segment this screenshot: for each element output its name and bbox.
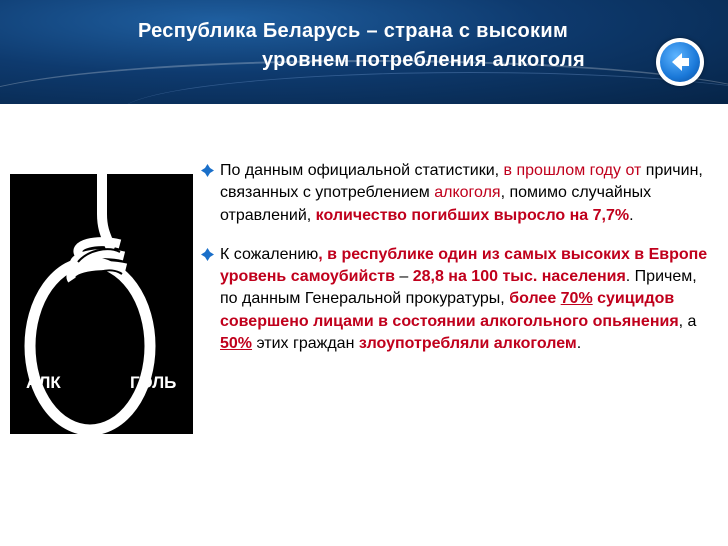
slide-title: [138, 17, 658, 75]
text-segment: 70%: [560, 290, 593, 308]
bullet-item-2: [198, 244, 708, 355]
text-segment: . Причем, по данным Генеральной прокуратуры,: [220, 268, 697, 308]
poster-left-text: АЛК: [26, 373, 61, 392]
bullet-text: [220, 246, 707, 352]
back-arrow-icon: [660, 42, 700, 82]
text-segment: причин, связанных с употреблением: [220, 162, 703, 202]
text-segment: алкоголя: [434, 184, 501, 202]
text-segment: .: [629, 206, 634, 224]
text-segment: суицидов совершено лицами в состоянии алкогольного опьянения: [220, 290, 679, 330]
diamond-bullet-icon: [201, 248, 214, 261]
back-button[interactable]: [656, 38, 704, 86]
text-segment: , в республике один из самых высоких в Европе уровень самоубийств: [220, 245, 708, 286]
slide-title-line1: Республика Беларусь – страна с высоким: [138, 20, 569, 42]
poster-right-text: ГОЛЬ: [130, 373, 177, 392]
text-segment: , а: [678, 312, 697, 330]
text-segment: , помимо случайных отравлений,: [220, 184, 652, 224]
bullet-text: [220, 162, 703, 224]
text-segment: злоупотребляли алкоголем: [358, 335, 577, 353]
text-segment: .: [576, 335, 582, 353]
text-segment: более: [509, 290, 561, 308]
text-segment: По данным официальной статистики,: [220, 162, 504, 179]
text-segment: 50%: [220, 335, 253, 353]
header-banner: [0, 0, 728, 104]
text-segment: К сожалению: [220, 245, 319, 263]
text-segment: –: [394, 268, 413, 286]
bullet-item-1: [198, 160, 708, 227]
text-segment: в прошлом году от: [503, 162, 642, 179]
diamond-bullet-icon: [201, 164, 214, 177]
text-segment: количество погибших выросло на 7,7%: [315, 206, 630, 224]
slide-title-line2: уровнем потребления алкоголя: [262, 49, 585, 71]
text-segment: этих граждан: [252, 335, 359, 353]
text-segment: 28,8 на 100 тыс. населения: [412, 268, 626, 286]
noose-poster-image: [10, 174, 193, 434]
bullet-list: [198, 160, 708, 372]
